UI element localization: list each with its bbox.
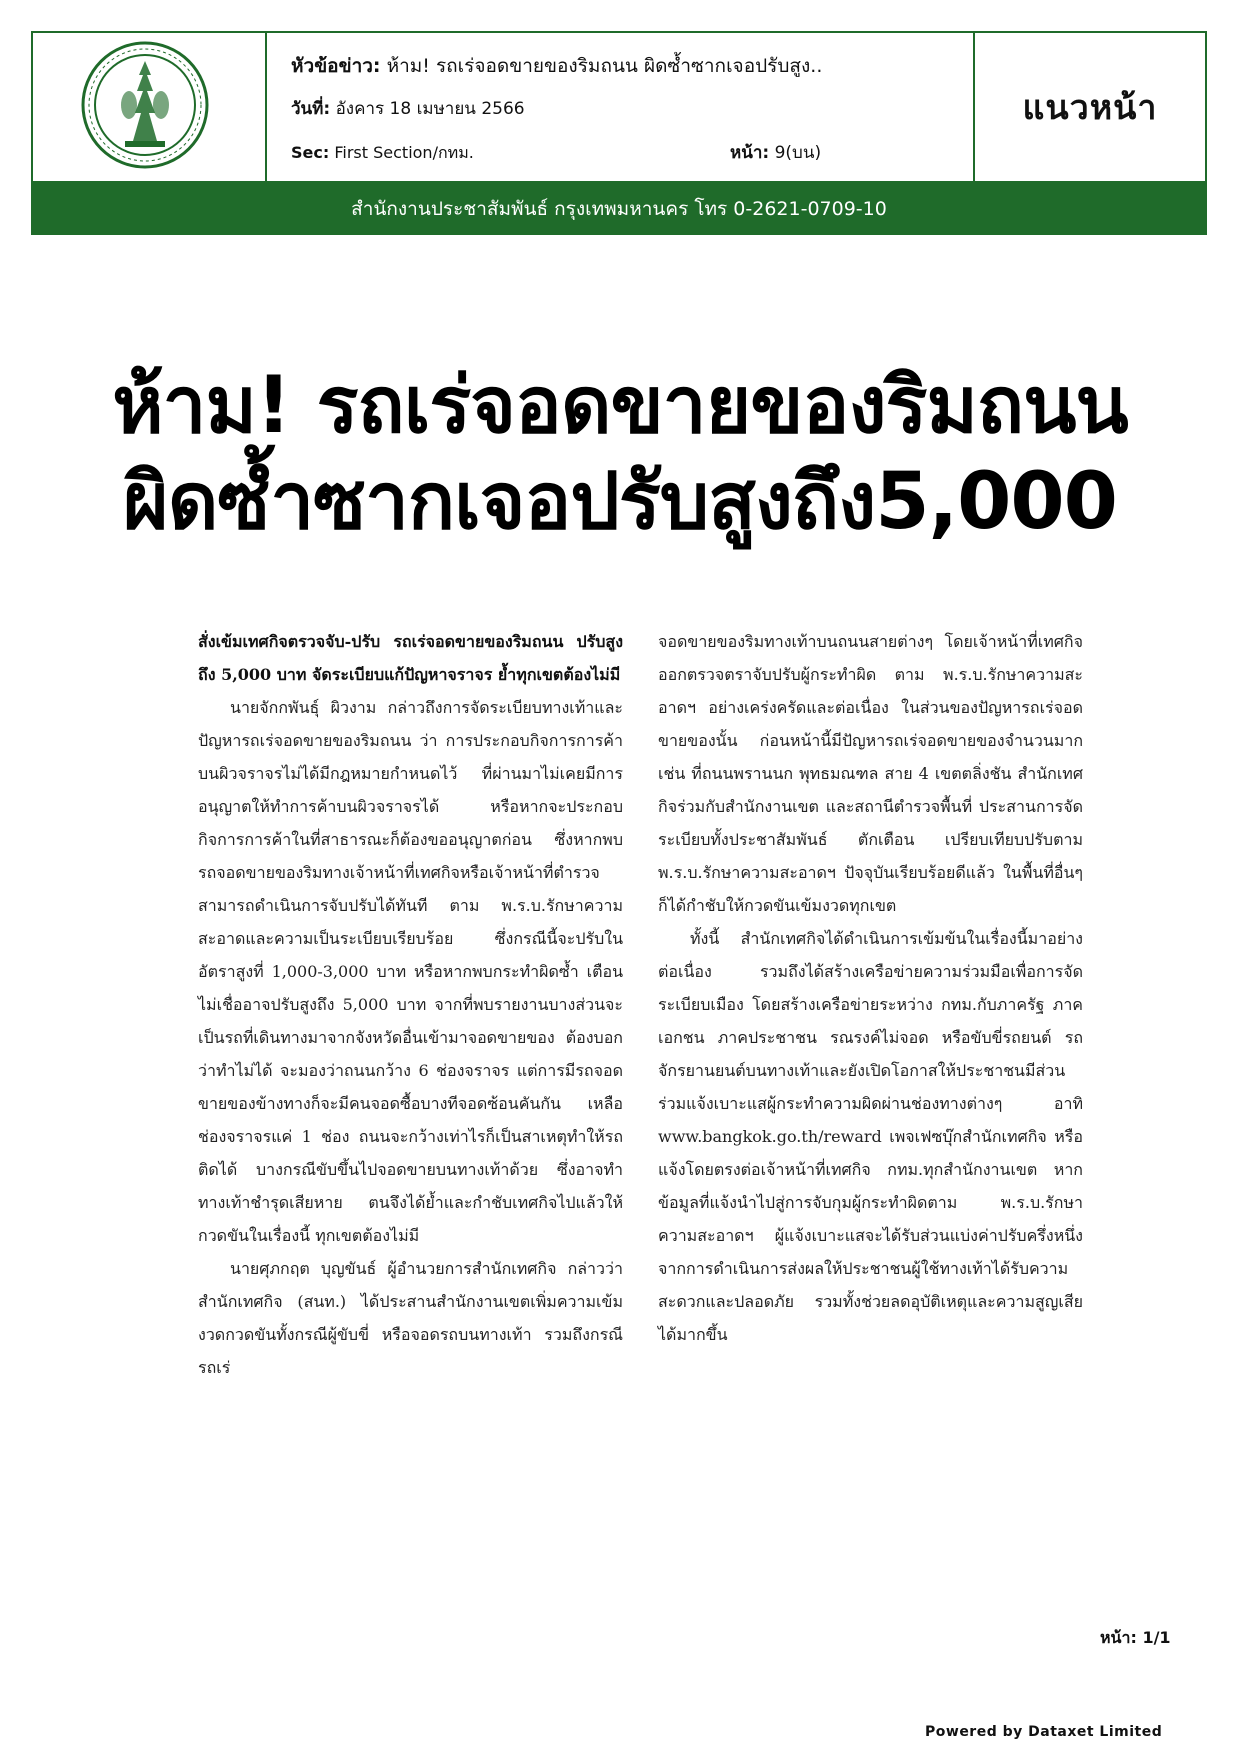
logo-cell bbox=[33, 33, 267, 181]
info-cell bbox=[265, 33, 975, 181]
date-row bbox=[291, 95, 525, 122]
headline-row bbox=[291, 51, 822, 81]
headline-value: ห้าม! รถเร่จอดขายของริมถนน ผิดซ้ำซากเจอปรับสูง.. bbox=[386, 55, 823, 77]
section-row bbox=[291, 141, 474, 166]
page-label: หน้า: bbox=[730, 143, 770, 163]
article-headline bbox=[60, 362, 1180, 547]
page-count: หน้า: 1/1 bbox=[1100, 1628, 1171, 1647]
page-row bbox=[730, 139, 821, 166]
date-value: อังคาร 18 เมษายน 2566 bbox=[335, 99, 525, 119]
position-tag: แนวหน้า bbox=[1022, 88, 1158, 128]
page-value: 9(บน) bbox=[774, 143, 822, 163]
position-tag-cell bbox=[975, 33, 1205, 181]
bma-seal-icon bbox=[81, 41, 209, 169]
section-label: Sec: bbox=[291, 143, 330, 162]
article-lead: สั่งเข้มเทศกิจตรวจจับ-ปรับ รถเร่จอดขายของริมถนน ปรับสูงถึง 5,000 บาท จัดระเบียบแก้ปัญหาจราจร ย้ำทุกเขตต้องไม่มี bbox=[198, 632, 623, 684]
section-value: First Section/กทม. bbox=[334, 143, 474, 162]
pr-office-banner bbox=[31, 183, 1207, 235]
article-paragraph: นายศุภกฤต บุญขันธ์ ผู้อำนวยการสำนักเทศกิจ กล่าวว่า สำนักเทศกิจ (สนท.) ได้ประสานสำนักงานเขตเพิ่มความเข้มงวดกวดขันทั้งกรณีผู้ขับขี่ หรือจอดรถบนทางเท้า รวมถึงกรณีรถเร่ bbox=[198, 1259, 623, 1377]
date-label: วันที่: bbox=[291, 99, 331, 119]
article-paragraph: ทั้งนี้ สำนักเทศกิจได้ดำเนินการเข้มข้นในเรื่องนี้มาอย่างต่อเนื่อง รวมถึงได้สร้างเครือข่ายความร่วมมือเพื่อการจัดระเบียบเมือง โดยสร้างเครือข่ายระหว่าง กทม.กับภาครัฐ ภาคเอกชน ภาคประชาชน รณรงค์ไม่จอด หรือขับขี่รถยนต์ รถจักรยานยนต์บนทางเท้าและยังเปิดโอกาสให้ประชาชนมีส่วนร่วมแจ้งเบาะแสผู้กระทำความผิดผ่านช่องทางต่างๆ อาทิ www.bangkok.go.th/reward เพจเฟซบุ๊กสำนักเทศกิจ หรือแจ้งโดยตรงต่อเจ้าหน้าที่เทศกิจ กทม.ทุกสำนักงานเขต หากข้อมูลที่แจ้งนำไปสู่การจับกุมผู้กระทำผิดตาม พ.ร.บ.รักษาความสะอาดฯ ผู้แจ้งเบาะแสจะได้รับส่วนแบ่งค่าปรับครึ่งหนึ่ง จากการดำเนินการส่งผลให้ประชาชนผู้ใช้ทางเท้าได้รับความสะดวกและปลอดภัย รวมทั้งช่วยลดอุบัติเหตุและความสูญเสียได้มากขึ้น bbox=[658, 929, 1083, 1344]
article-paragraph: จอดขายของริมทางเท้าบนถนนสายต่างๆ โดยเจ้าหน้าที่เทศกิจออกตรวจตราจับปรับผู้กระทำผิด ตาม พ.ร.บ.รักษาความสะอาดฯ อย่างเคร่งครัดและต่อเนื่อง ในส่วนของปัญหารถเร่จอดขายของนั้น ก่อนหน้านี้มีปัญหารถเร่จอดขายของจำนวนมาก เช่น ที่ถนนพรานนก พุทธมณฑล สาย 4 เขตตลิ่งชัน สำนักเทศกิจร่วมกับสำนักงานเขต และสถานีตำรวจพื้นที่ ประสานการจัดระเบียบทั้งประชาสัมพันธ์ ตักเตือน เปรียบเทียบปรับตาม พ.ร.บ.รักษาความสะอาดฯ ปัจจุบันเรียบร้อยดีแล้ว ในพื้นที่อื่นๆ ก็ได้กำชับให้กวดขันเข้มงวดทุกเขต bbox=[658, 632, 1083, 915]
headline-line-2: ผิดซ้ำซากเจอปรับสูงถึง5,000 bbox=[123, 456, 1117, 547]
headline-line-1: ห้าม! รถเร่จอดขายของริมถนน bbox=[112, 361, 1128, 451]
article-paragraph: นายจักกพันธุ์ ผิวงาม กล่าวถึงการจัดระเบียบทางเท้าและปัญหารถเร่จอดขายของริมถนน ว่า การประกอบกิจการการค้าบนผิวจราจรไม่ได้มีกฎหมายกำหนดไว้ ที่ผ่านมาไม่เคยมีการอนุญาตให้ทำการค้าบนผิวจราจรได้ หรือหากจะประกอบกิจการการค้าในที่สาธารณะก็ต้องขออนุญาตก่อน ซึ่งหากพบรถจอดขายของริมทางเจ้าหน้าที่เทศกิจหรือเจ้าหน้าที่ตำรวจสามารถดำเนินการจับปรับได้ทันที ตาม พ.ร.บ.รักษาความสะอาดและความเป็นระเบียบเรียบร้อย ซึ่งกรณีนี้จะปรับในอัตราสูงที่ 1,000-3,000 บาท หรือหากพบกระทำผิดซ้ำ เตือนไม่เชื่ออาจปรับสูงถึง 5,000 บาท จากที่พบรายงานบางส่วนจะเป็นรถที่เดินทางมาจากจังหวัดอื่นเข้ามาจอดขายของ ต้องบอกว่าทำไม่ได้ จะมองว่าถนนกว้าง 6 ช่องจราจร แต่การมีรถจอดขายของข้างทางก็จะมีคนจอดซื้อบางทีจอดซ้อนคันกัน เหลือช่องจราจรแค่ 1 ช่อง ถนนจะกว้างเท่าไรก็เป็นสาเหตุทำให้รถติดได้ บางกรณีขับขึ้นไปจอดขายบนทางเท้าด้วย ซึ่งอาจทำทางเท้าชำรุดเสียหาย ตนจึงได้ย้ำและกำชับเทศกิจไปแล้วให้กวดขันในเรื่องนี้ ทุกเขตต้องไม่มี bbox=[198, 698, 623, 1245]
banner-text: สำนักงานประชาสัมพันธ์ กรุงเทพมหานคร โทร 0-2621-0709-10 bbox=[351, 198, 887, 220]
headline-label: หัวข้อข่าว: bbox=[291, 55, 381, 77]
clipping-header bbox=[31, 31, 1207, 183]
article-column-right bbox=[658, 625, 1083, 1351]
article-column-left bbox=[198, 625, 623, 1384]
powered-by: Powered by Dataxet Limited bbox=[925, 1724, 1163, 1740]
